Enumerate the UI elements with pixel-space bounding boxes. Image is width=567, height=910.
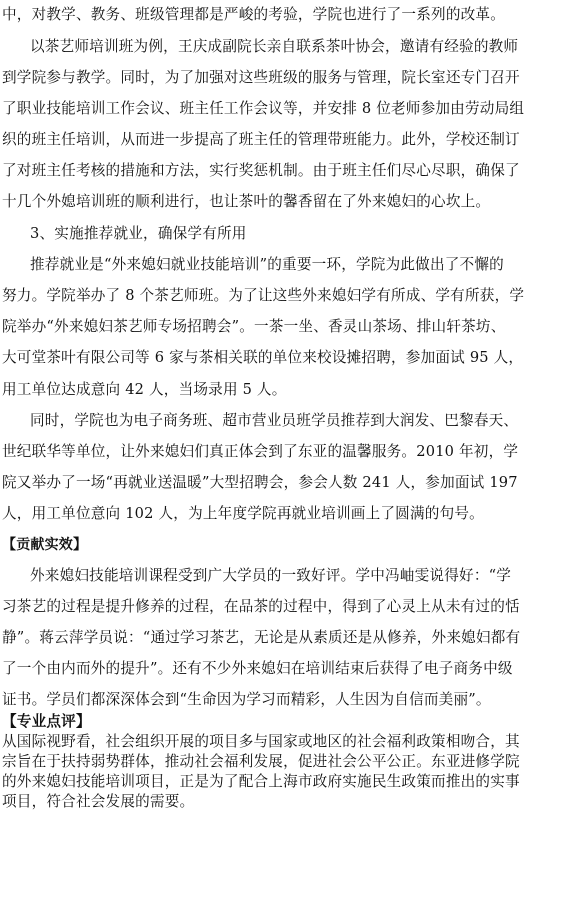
subsection-heading: 3、实施推荐就业，确保学有所用 (30, 225, 247, 242)
text-line: 人，用工单位意向 102 人，为上年度学院再就业培训画上了圆满的句号。 (2, 505, 484, 522)
paragraph-first-line: 推荐就业是“外来媳妇就业技能培训”的重要一环，学院为此做出了不懈的 (30, 256, 504, 273)
text-line: 用工单位达成意向 42 人，当场录用 5 人。 (2, 381, 287, 398)
paragraph-first-line: 外来媳妇技能培训课程受到广大学员的一致好评。学中冯岫雯说得好：“学 (30, 567, 512, 584)
section-heading-review: 【专业点评】 (2, 713, 91, 730)
text-line: 大可堂茶叶有限公司等 6 家与茶相关联的单位来校设摊招聘，参加面试 95 人， (2, 349, 524, 366)
text-line: 宗旨在于扶持弱势群体，推动社会福利发展，促进社会公平公正。东亚进修学院 (2, 753, 520, 770)
text-line: 院又举办了一场“再就业送温暖”大型招聘会，参会人数 241 人，参加面试 197 (2, 474, 518, 491)
text-line: 静”。蒋云萍学员说：“通过学习茶艺，无论是从素质还是从修养，外来媳妇都有 (2, 629, 521, 646)
text-line: 到学院参与教学。同时，为了加强对这些班级的服务与管理，院长室还专门召开 (2, 69, 520, 86)
text-line: 了一个由内而外的提升”。还有不少外来媳妇在培训结束后获得了电子商务中级 (2, 660, 513, 677)
text-line: 了对班主任考核的措施和方法，实行奖惩机制。由于班主任们尽心尽职，确保了 (2, 162, 520, 179)
text-line: 织的班主任培训，从而进一步提高了班主任的管理带班能力。此外，学校还制订 (2, 131, 520, 148)
paragraph-first-line: 以茶艺师培训班为例，王庆成副院长亲自联系茶叶协会，邀请有经验的教师 (30, 38, 519, 55)
text-line: 证书。学员们都深深体会到“生命因为学习而精彩，人生因为自信而美丽”。 (2, 691, 491, 708)
text-line: 十几个外媳培训班的顺利进行，也让茶叶的馨香留在了外来媳妇的心坎上。 (2, 193, 491, 210)
text-line: 从国际视野看，社会组织开展的项目多与国家或地区的社会福利政策相吻合，其 (2, 733, 520, 750)
text-line: 努力。学院举办了 8 个茶艺师班。为了让这些外来媳妇学有所成、学有所获，学 (2, 287, 525, 304)
text-line: 院举办“外来媳妇茶艺师专场招聘会”。一茶一坐、香灵山茶场、排山轩茶坊、 (2, 318, 506, 335)
text-line: 的外来媳妇技能培训项目，正是为了配合上海市政府实施民生政策而推出的实事 (2, 773, 520, 790)
text-line: 了职业技能培训工作会议、班主任工作会议等，并安排 8 位老师参加由劳动局组 (2, 100, 525, 117)
text-line: 世纪联华等单位，让外来媳妇们真正体会到了东亚的温馨服务。2010 年初，学 (2, 443, 519, 460)
section-heading-contribution: 【贡献实效】 (2, 537, 88, 553)
text-line: 项目，符合社会发展的需要。 (2, 793, 195, 810)
paragraph-first-line: 同时，学院也为电子商务班、超市营业员班学员推荐到大润发、巴黎春天、 (30, 412, 519, 429)
text-line: 习茶艺的过程是提升修养的过程，在品茶的过程中，得到了心灵上从未有过的恬 (2, 598, 520, 615)
text-line: 中，对教学、教务、班级管理都是严峻的考验，学院也进行了一系列的改革。 (2, 6, 505, 23)
